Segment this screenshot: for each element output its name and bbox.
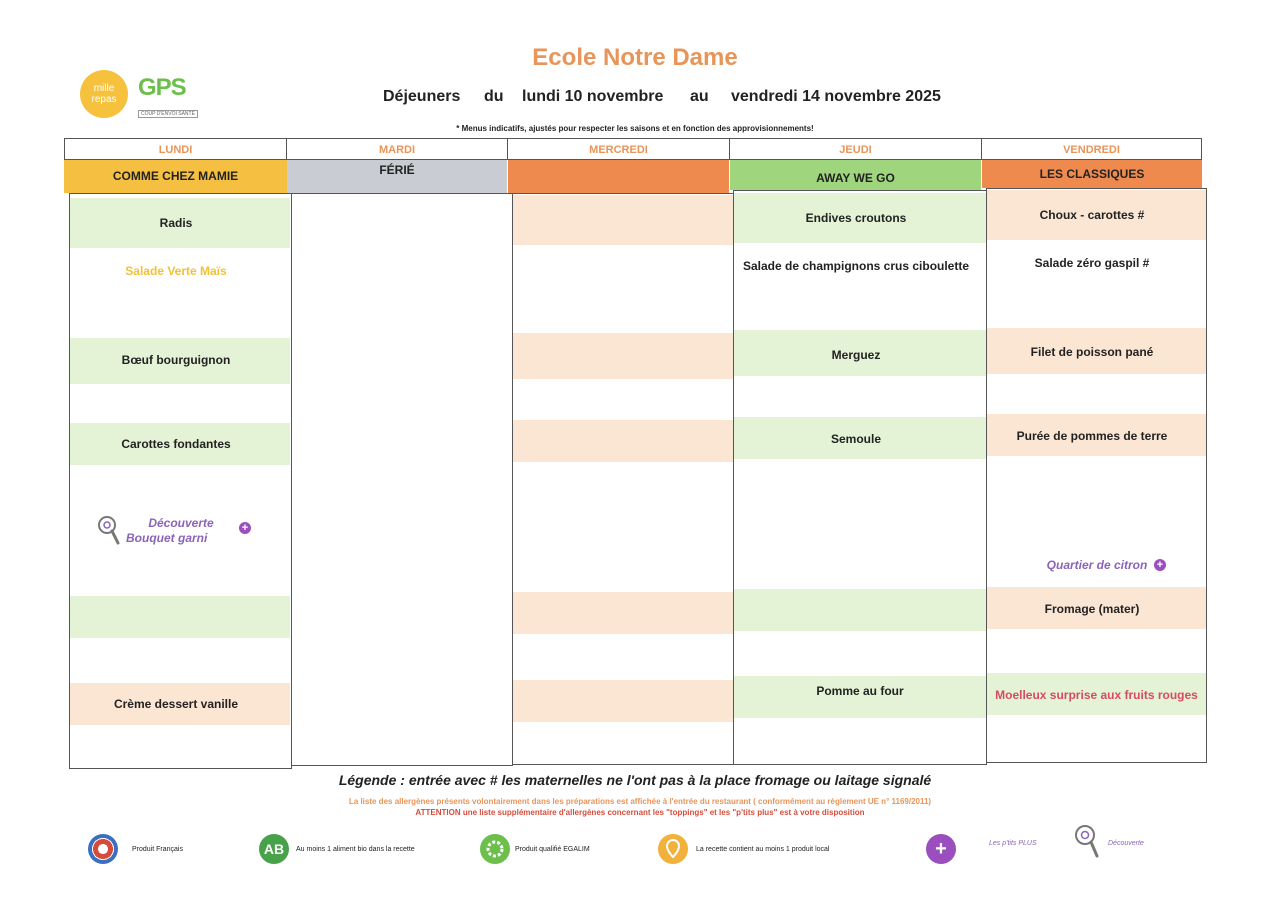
mille-repas-logo-text: mille repas: [91, 83, 117, 105]
theme-jeudi: AWAY WE GO: [730, 160, 981, 190]
menu-item-lundi-accomp: Carottes fondantes: [121, 437, 231, 451]
menu-item-jeudi-entree: Endives croutons: [805, 211, 907, 225]
menu-item-lundi-decouverte: Découverte: [148, 516, 214, 530]
gps-logo: [138, 74, 198, 117]
theme-mercredi: [508, 160, 729, 193]
legend-label-ptits-plus: Les p'tits PLUS: [989, 840, 1037, 847]
menu-note: * Menus indicatifs, ajustés pour respecter les saisons et en fonction des approvisionnements!: [456, 124, 814, 133]
header-date-from: lundi 10 novembre: [522, 88, 664, 105]
plus-icon: +: [1154, 555, 1166, 573]
day-header-lundi: LUNDI: [64, 138, 287, 160]
day-header-jeudi: JEUDI: [729, 138, 982, 160]
legend-label-local: La recette contient au moins 1 produit local: [696, 846, 830, 853]
egalim-icon: [480, 834, 510, 864]
menu-item-vendredi-salade: Salade zéro gaspil #: [1034, 256, 1150, 270]
header-au: au: [690, 88, 709, 105]
legend-label-francais: Produit Français: [132, 846, 183, 853]
menu-item-jeudi-dessert: Pomme au four: [816, 684, 904, 698]
column-mardi: [291, 193, 513, 766]
legend-title: Légende : entrée avec # les maternelles ne l'ont pas à la place fromage ou laitage signalé: [338, 772, 932, 788]
band: [513, 333, 733, 379]
header-dejeuners: Déjeuners: [383, 88, 461, 105]
ab-bio-icon: [259, 834, 289, 864]
band: [513, 420, 733, 462]
theme-mardi: FÉRIÉ: [287, 160, 507, 194]
menu-item-lundi-bouquet: Bouquet garni: [126, 531, 208, 545]
legend-label-decouverte: Découverte: [1108, 840, 1144, 847]
magnifier-icon: [1073, 824, 1099, 865]
menu-item-vendredi-accomp: Purée de pommes de terre: [1016, 429, 1168, 443]
school-title: Ecole Notre Dame: [532, 44, 738, 71]
menu-item-vendredi-plat: Filet de poisson pané: [1030, 345, 1154, 359]
legend-label-egalim: Produit qualifié EGALIM: [515, 846, 590, 853]
gps-logo-tagline: COUP D'ENVOI SANTÉ: [138, 110, 198, 118]
mille-repas-logo: [80, 70, 128, 118]
band: [513, 195, 733, 245]
menu-item-lundi-dessert: Crème dessert vanille: [113, 697, 239, 711]
menu-item-jeudi-accomp: Semoule: [830, 432, 881, 446]
allergens-note: La liste des allergènes présents volontairement dans les préparations est affichée à l'entrée du restaurant ( conformément au règlement UE n° 1169/2011): [348, 797, 932, 806]
plus-icon: +: [239, 518, 251, 536]
header-du: du: [484, 88, 504, 105]
day-header-mercredi: MERCREDI: [507, 138, 730, 160]
band: [70, 596, 290, 638]
band: [513, 592, 733, 634]
theme-lundi: COMME CHEZ MAMIE: [64, 160, 287, 193]
ab-bio-badge-text: AB: [263, 841, 285, 857]
day-header-mardi: MARDI: [286, 138, 508, 160]
day-header-vendredi: VENDREDI: [981, 138, 1202, 160]
band: [513, 680, 733, 722]
gps-logo-text: GPS: [138, 74, 186, 101]
french-flag-icon: [88, 834, 118, 864]
menu-item-lundi-salade: Salade Verte Maïs: [125, 264, 227, 278]
menu-item-vendredi-fromage: Fromage (mater): [1044, 602, 1140, 616]
menu-item-vendredi-dessert: Moelleux surprise aux fruits rouges: [995, 688, 1198, 702]
menu-item-lundi-plat: Bœuf bourguignon: [121, 353, 231, 367]
menu-item-vendredi-entree: Choux - carottes #: [1039, 208, 1145, 222]
magnifier-icon: [96, 515, 120, 552]
theme-vendredi: LES CLASSIQUES: [982, 160, 1202, 188]
menu-item-jeudi-salade: Salade de champignons crus ciboulette: [742, 259, 970, 273]
plus-icon: +: [926, 834, 956, 864]
menu-item-vendredi-plus: Quartier de citron: [1046, 558, 1148, 572]
menu-item-jeudi-plat: Merguez: [831, 348, 881, 362]
band: [734, 589, 986, 631]
legend-label-bio: Au moins 1 aliment bio dans la recette: [296, 846, 415, 853]
menu-item-lundi-entree: Radis: [159, 216, 193, 230]
local-pin-icon: [658, 834, 688, 864]
header-date-to: vendredi 14 novembre 2025: [731, 88, 941, 105]
attention-note: ATTENTION une liste supplémentaire d'allergènes concernant les "toppings" et les "p'tits plus" est à votre disposition: [415, 808, 865, 817]
